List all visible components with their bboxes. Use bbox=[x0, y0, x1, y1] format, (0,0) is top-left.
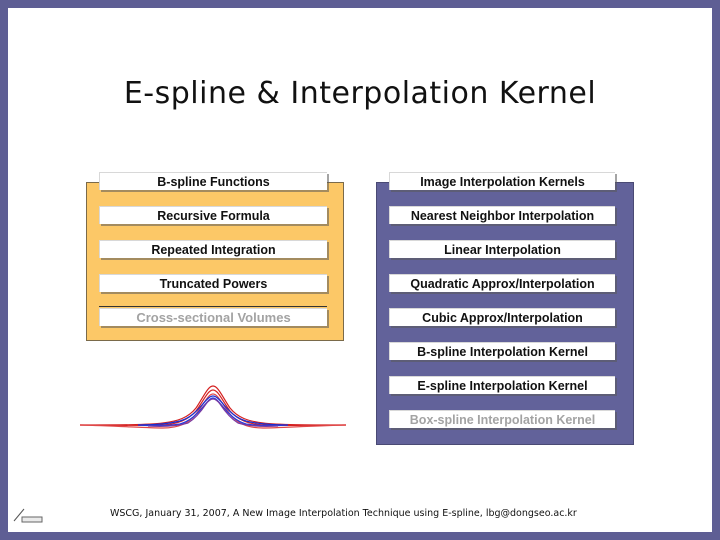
slide-title: E-spline & Interpolation Kernel bbox=[123, 76, 597, 111]
right-box-linear: Linear Interpolation bbox=[389, 240, 615, 258]
right-box-nearest-neighbor: Nearest Neighbor Interpolation bbox=[389, 206, 615, 224]
left-box-recursive-formula: Recursive Formula bbox=[99, 206, 327, 224]
right-box-espline-kernel: E-spline Interpolation Kernel bbox=[389, 376, 615, 394]
kernel-curves-plot bbox=[78, 378, 350, 438]
kernel-curve-red-2 bbox=[80, 390, 346, 425]
left-separator bbox=[99, 306, 327, 307]
left-box-repeated-integration: Repeated Integration bbox=[99, 240, 327, 258]
corner-arrow-icon bbox=[12, 505, 44, 525]
right-box-boxspline-kernel: Box-spline Interpolation Kernel bbox=[389, 410, 615, 428]
kernel-curve-red-1 bbox=[80, 386, 346, 425]
left-box-bspline-functions: B-spline Functions bbox=[99, 172, 327, 190]
slide-footer: WSCG, January 31, 2007, A New Image Interpolation Technique using E-spline, lbg@dongseo.ac.kr bbox=[110, 508, 577, 519]
kernel-curve-blue-1 bbox=[138, 396, 288, 425]
left-box-truncated-powers: Truncated Powers bbox=[99, 274, 327, 292]
kernel-curve-blue-2 bbox=[138, 398, 288, 426]
right-box-image-interpolation-kernels: Image Interpolation Kernels bbox=[389, 172, 615, 190]
left-box-cross-sectional-volumes: Cross-sectional Volumes bbox=[99, 308, 327, 326]
right-box-quadratic: Quadratic Approx/Interpolation bbox=[389, 274, 615, 292]
right-box-cubic: Cubic Approx/Interpolation bbox=[389, 308, 615, 326]
right-box-bspline-kernel: B-spline Interpolation Kernel bbox=[389, 342, 615, 360]
